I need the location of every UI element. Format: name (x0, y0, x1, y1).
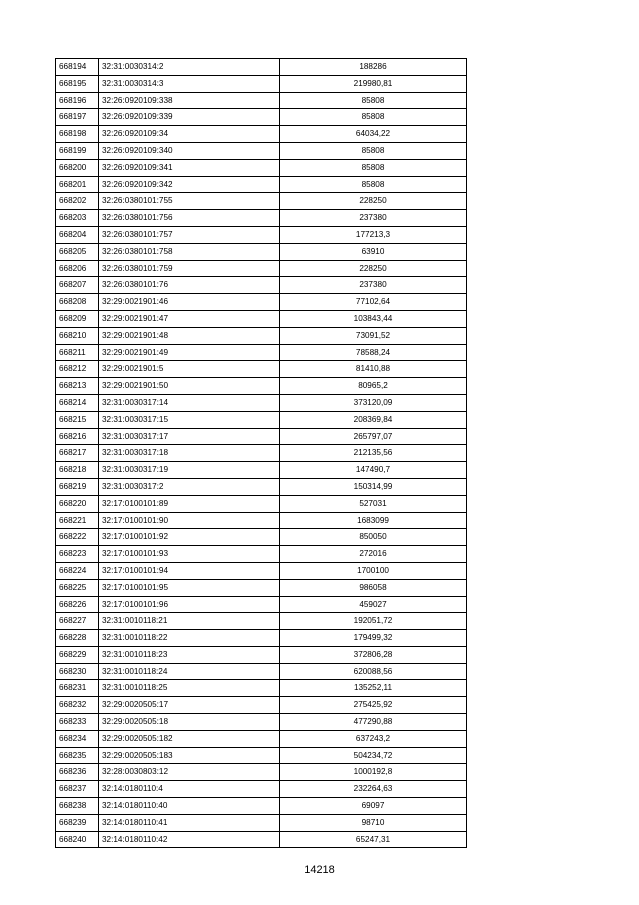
row-value-cell: 85808 (280, 109, 467, 126)
table-row (56, 630, 467, 647)
table-row (56, 764, 467, 781)
row-value-cell: 265797,07 (280, 428, 467, 445)
row-code-cell: 32:26:0380101:757 (99, 226, 280, 243)
row-code-cell: 32:14:0180110:41 (99, 814, 280, 831)
row-value-cell: 77102,64 (280, 294, 467, 311)
table-row (56, 75, 467, 92)
table-row (56, 411, 467, 428)
row-id-cell: 668218 (56, 462, 99, 479)
row-code-cell: 32:26:0380101:755 (99, 193, 280, 210)
row-value-cell: 85808 (280, 159, 467, 176)
row-value-cell: 208369,84 (280, 411, 467, 428)
row-code-cell: 32:26:0920109:34 (99, 126, 280, 143)
row-value-cell: 1683099 (280, 512, 467, 529)
row-value-cell: 179499,32 (280, 630, 467, 647)
table-row (56, 142, 467, 159)
table-row (56, 646, 467, 663)
table-row (56, 478, 467, 495)
row-value-cell: 275425,92 (280, 697, 467, 714)
row-code-cell: 32:29:0021901:46 (99, 294, 280, 311)
row-code-cell: 32:17:0100101:94 (99, 562, 280, 579)
row-value-cell: 373120,09 (280, 394, 467, 411)
table-row (56, 210, 467, 227)
table-row (56, 697, 467, 714)
table-row (56, 344, 467, 361)
row-code-cell: 32:17:0100101:90 (99, 512, 280, 529)
row-code-cell: 32:26:0920109:341 (99, 159, 280, 176)
row-id-cell: 668226 (56, 596, 99, 613)
table-row (56, 798, 467, 815)
row-id-cell: 668232 (56, 697, 99, 714)
row-value-cell: 85808 (280, 142, 467, 159)
row-value-cell: 150314,99 (280, 478, 467, 495)
row-code-cell: 32:26:0920109:342 (99, 176, 280, 193)
row-id-cell: 668219 (56, 478, 99, 495)
row-value-cell: 637243,2 (280, 730, 467, 747)
row-value-cell: 527031 (280, 495, 467, 512)
row-code-cell: 32:31:0030317:19 (99, 462, 280, 479)
row-id-cell: 668196 (56, 92, 99, 109)
row-code-cell: 32:17:0100101:95 (99, 579, 280, 596)
table-row (56, 680, 467, 697)
row-value-cell: 64034,22 (280, 126, 467, 143)
row-code-cell: 32:26:0380101:76 (99, 277, 280, 294)
row-value-cell: 80965,2 (280, 378, 467, 395)
row-value-cell: 504234,72 (280, 747, 467, 764)
row-id-cell: 668209 (56, 310, 99, 327)
row-code-cell: 32:29:0021901:5 (99, 361, 280, 378)
row-value-cell: 477290,88 (280, 714, 467, 731)
row-value-cell: 85808 (280, 176, 467, 193)
row-value-cell: 98710 (280, 814, 467, 831)
table-row (56, 495, 467, 512)
data-table (55, 58, 467, 848)
row-id-cell: 668207 (56, 277, 99, 294)
row-id-cell: 668208 (56, 294, 99, 311)
row-value-cell: 850050 (280, 529, 467, 546)
table-row (56, 327, 467, 344)
row-id-cell: 668210 (56, 327, 99, 344)
row-id-cell: 668239 (56, 814, 99, 831)
row-code-cell: 32:31:0030314:2 (99, 59, 280, 76)
row-code-cell: 32:29:0020505:182 (99, 730, 280, 747)
table-row (56, 226, 467, 243)
row-id-cell: 668221 (56, 512, 99, 529)
row-value-cell: 78588,24 (280, 344, 467, 361)
row-value-cell: 232264,63 (280, 781, 467, 798)
row-code-cell: 32:28:0030803:12 (99, 764, 280, 781)
table-body (56, 59, 467, 848)
row-code-cell: 32:31:0030317:18 (99, 445, 280, 462)
table-row (56, 730, 467, 747)
row-value-cell: 177213,3 (280, 226, 467, 243)
row-id-cell: 668194 (56, 59, 99, 76)
row-id-cell: 668198 (56, 126, 99, 143)
table-row (56, 546, 467, 563)
row-value-cell: 219980,81 (280, 75, 467, 92)
row-code-cell: 32:14:0180110:42 (99, 831, 280, 848)
row-code-cell: 32:31:0010118:22 (99, 630, 280, 647)
row-id-cell: 668216 (56, 428, 99, 445)
row-code-cell: 32:26:0920109:338 (99, 92, 280, 109)
row-code-cell: 32:31:0010118:25 (99, 680, 280, 697)
row-id-cell: 668233 (56, 714, 99, 731)
row-code-cell: 32:31:0030317:15 (99, 411, 280, 428)
row-value-cell: 1000192,8 (280, 764, 467, 781)
table-row (56, 613, 467, 630)
table-row (56, 92, 467, 109)
row-value-cell: 73091,52 (280, 327, 467, 344)
row-id-cell: 668223 (56, 546, 99, 563)
table-row (56, 109, 467, 126)
row-id-cell: 668200 (56, 159, 99, 176)
row-id-cell: 668240 (56, 831, 99, 848)
row-code-cell: 32:14:0180110:40 (99, 798, 280, 815)
row-code-cell: 32:29:0020505:17 (99, 697, 280, 714)
row-value-cell: 237380 (280, 210, 467, 227)
row-value-cell: 459027 (280, 596, 467, 613)
table-row (56, 260, 467, 277)
table-row (56, 243, 467, 260)
row-value-cell: 65247,31 (280, 831, 467, 848)
table-row (56, 361, 467, 378)
row-value-cell: 192051,72 (280, 613, 467, 630)
row-id-cell: 668234 (56, 730, 99, 747)
row-id-cell: 668214 (56, 394, 99, 411)
table-row (56, 462, 467, 479)
table-row (56, 126, 467, 143)
row-id-cell: 668205 (56, 243, 99, 260)
row-value-cell: 69097 (280, 798, 467, 815)
table-row (56, 193, 467, 210)
row-id-cell: 668213 (56, 378, 99, 395)
row-code-cell: 32:31:0010118:21 (99, 613, 280, 630)
row-id-cell: 668211 (56, 344, 99, 361)
row-id-cell: 668220 (56, 495, 99, 512)
row-code-cell: 32:31:0030317:14 (99, 394, 280, 411)
table-row (56, 562, 467, 579)
table-row (56, 277, 467, 294)
row-id-cell: 668228 (56, 630, 99, 647)
table-row (56, 814, 467, 831)
table-row (56, 378, 467, 395)
table-row (56, 714, 467, 731)
row-code-cell: 32:17:0100101:96 (99, 596, 280, 613)
row-value-cell: 188286 (280, 59, 467, 76)
table-row (56, 428, 467, 445)
row-code-cell: 32:14:0180110:4 (99, 781, 280, 798)
row-code-cell: 32:26:0920109:339 (99, 109, 280, 126)
row-code-cell: 32:31:0010118:24 (99, 663, 280, 680)
table-row (56, 781, 467, 798)
table-row (56, 529, 467, 546)
row-code-cell: 32:29:0021901:50 (99, 378, 280, 395)
table-row (56, 294, 467, 311)
row-code-cell: 32:26:0920109:340 (99, 142, 280, 159)
row-id-cell: 668195 (56, 75, 99, 92)
row-value-cell: 620088,56 (280, 663, 467, 680)
row-id-cell: 668238 (56, 798, 99, 815)
row-code-cell: 32:29:0020505:18 (99, 714, 280, 731)
table-row (56, 159, 467, 176)
row-value-cell: 147490,7 (280, 462, 467, 479)
page-number: 14218 (304, 864, 335, 876)
row-id-cell: 668215 (56, 411, 99, 428)
row-code-cell: 32:17:0100101:89 (99, 495, 280, 512)
row-code-cell: 32:17:0100101:93 (99, 546, 280, 563)
table-row (56, 59, 467, 76)
table-row (56, 579, 467, 596)
row-id-cell: 668202 (56, 193, 99, 210)
row-value-cell: 237380 (280, 277, 467, 294)
row-value-cell: 85808 (280, 92, 467, 109)
row-id-cell: 668231 (56, 680, 99, 697)
row-value-cell: 272016 (280, 546, 467, 563)
row-code-cell: 32:31:0030317:17 (99, 428, 280, 445)
row-code-cell: 32:31:0030314:3 (99, 75, 280, 92)
row-code-cell: 32:31:0030317:2 (99, 478, 280, 495)
row-value-cell: 212135,56 (280, 445, 467, 462)
row-id-cell: 668235 (56, 747, 99, 764)
row-value-cell: 986058 (280, 579, 467, 596)
row-id-cell: 668224 (56, 562, 99, 579)
row-value-cell: 63910 (280, 243, 467, 260)
row-value-cell: 1700100 (280, 562, 467, 579)
row-code-cell: 32:29:0020505:183 (99, 747, 280, 764)
row-id-cell: 668227 (56, 613, 99, 630)
row-id-cell: 668237 (56, 781, 99, 798)
row-code-cell: 32:29:0021901:49 (99, 344, 280, 361)
row-code-cell: 32:17:0100101:92 (99, 529, 280, 546)
row-value-cell: 372806,28 (280, 646, 467, 663)
row-id-cell: 668212 (56, 361, 99, 378)
row-id-cell: 668222 (56, 529, 99, 546)
table-row (56, 394, 467, 411)
row-id-cell: 668204 (56, 226, 99, 243)
table-row (56, 176, 467, 193)
row-value-cell: 103843,44 (280, 310, 467, 327)
row-value-cell: 228250 (280, 260, 467, 277)
table-row (56, 663, 467, 680)
row-value-cell: 81410,88 (280, 361, 467, 378)
row-code-cell: 32:29:0021901:47 (99, 310, 280, 327)
row-id-cell: 668236 (56, 764, 99, 781)
row-code-cell: 32:29:0021901:48 (99, 327, 280, 344)
row-id-cell: 668201 (56, 176, 99, 193)
table-row (56, 596, 467, 613)
row-id-cell: 668203 (56, 210, 99, 227)
table-row (56, 747, 467, 764)
row-id-cell: 668217 (56, 445, 99, 462)
table-row (56, 831, 467, 848)
row-id-cell: 668199 (56, 142, 99, 159)
row-value-cell: 135252,11 (280, 680, 467, 697)
row-code-cell: 32:31:0010118:23 (99, 646, 280, 663)
table-row (56, 310, 467, 327)
row-value-cell: 228250 (280, 193, 467, 210)
row-id-cell: 668225 (56, 579, 99, 596)
row-id-cell: 668230 (56, 663, 99, 680)
row-id-cell: 668206 (56, 260, 99, 277)
row-id-cell: 668229 (56, 646, 99, 663)
row-code-cell: 32:26:0380101:758 (99, 243, 280, 260)
row-id-cell: 668197 (56, 109, 99, 126)
table-row (56, 445, 467, 462)
row-code-cell: 32:26:0380101:759 (99, 260, 280, 277)
row-code-cell: 32:26:0380101:756 (99, 210, 280, 227)
table-row (56, 512, 467, 529)
